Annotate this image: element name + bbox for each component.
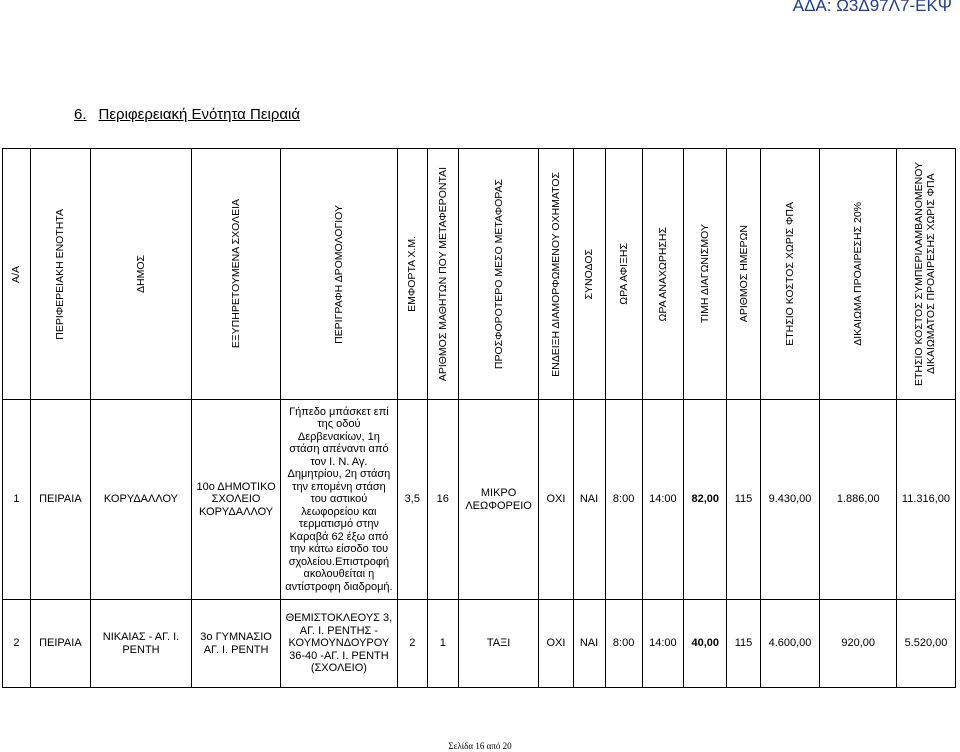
cell-total: 11.316,00	[896, 400, 955, 600]
header-cell: ΕΤΗΣΙΟ ΚΟΣΤΟΣ ΧΩΡΙΣ ΦΠΑ	[760, 149, 820, 400]
cell-departure: 14:00	[642, 400, 683, 600]
cell-aa: 1	[3, 400, 31, 600]
cell-option: 1.886,00	[820, 400, 896, 600]
page-footer: Σελίδα 16 από 20	[448, 741, 512, 751]
header-cell: ΔΙΚΑΙΩΜΑ ΠΡΟΑΙΡΕΣΗΣ 20%	[820, 149, 896, 400]
section-title	[74, 106, 300, 123]
cell-municipality: ΝΙΚΑΙΑΣ - ΑΓ. Ι. ΡΕΝΤΗ	[90, 600, 191, 688]
section-number: 6.	[74, 106, 87, 123]
header-cell: ΠΡΟΣΦΟΡΟΤΕΡΟ ΜΕΣΟ ΜΕΤΑΦΟΡΑΣ	[458, 149, 539, 400]
cell-escort: ΝΑΙ	[573, 400, 605, 600]
section-title-text: Περιφερειακή Ενότητα Πειραιά	[98, 106, 301, 123]
header-cell: ΑΡΙΘΜΟΣ ΜΑΘΗΤΩΝ ΠΟΥ ΜΕΤΑΦΕΡΟΝΤΑΙ	[427, 149, 458, 400]
cell-annual-cost: 4.600,00	[760, 600, 820, 688]
header-cell: ΑΡΙΘΜΟΣ ΗΜΕΡΩΝ	[727, 149, 760, 400]
cell-escort: ΝΑΙ	[573, 600, 605, 688]
cell-vehicle: ΤΑΞΙ	[458, 600, 539, 688]
header-cell: ΤΙΜΗ ΔΙΑΓΩΝΙΣΜΟΥ	[684, 149, 727, 400]
cell-students: 1	[427, 600, 458, 688]
cell-annual-cost: 9.430,00	[760, 400, 820, 600]
header-cell: ΠΕΡΙΓΡΑΦΗ ΔΡΟΜΟΛΟΓΙΟΥ	[281, 149, 398, 400]
cell-unit: ΠΕΙΡΑΙΑ	[30, 600, 90, 688]
cell-municipality: ΚΟΡΥΔΑΛΛΟΥ	[90, 400, 191, 600]
cell-modified: ΟΧΙ	[539, 600, 573, 688]
header-cell: ΕΤΗΣΙΟ ΚΟΣΤΟΣ ΣΥΜΠΕΡΙΛΑΜΒΑΝΟΜΕΝΟΥ ΔΙΚΑΙΩΜΑΤΟΣ ΠΡΟΑΙΡΕΣΗΣ ΧΩΡΙΣ ΦΠΑ	[896, 149, 955, 400]
cell-option: 920,00	[820, 600, 896, 688]
table-row	[3, 600, 956, 688]
cell-school: 3ο ΓΥΜΝΑΣΙΟ ΑΓ. Ι. ΡΕΝΤΗ	[192, 600, 281, 688]
cell-departure: 14:00	[642, 600, 683, 688]
ada-header: ΑΔΑ: Ω3Δ97Λ7-ΕΚΨ	[792, 0, 952, 15]
cell-km: 3,5	[397, 400, 427, 600]
table-row	[3, 400, 956, 600]
cell-arrival: 8:00	[605, 400, 642, 600]
cell-vehicle: ΜΙΚΡΟ ΛΕΩΦΟΡΕΙΟ	[458, 400, 539, 600]
routes-table	[2, 148, 956, 688]
header-cell: ΕΜΦΟΡΤΑ Χ.Μ.	[397, 149, 427, 400]
header-cell: ΕΞΥΠΗΡΕΤΟΥΜΕΝΑ ΣΧΟΛΕΙΑ	[192, 149, 281, 400]
header-cell: Α/Α	[3, 149, 31, 400]
header-cell: ΕΝΔΕΙΞΗ ΔΙΑΜΟΡΦΩΜΕΝΟΥ ΟΧΗΜΑΤΟΣ	[539, 149, 573, 400]
cell-school: 10ο ΔΗΜΟΤΙΚΟ ΣΧΟΛΕΙΟ ΚΟΡΥΔΑΛΛΟΥ	[192, 400, 281, 600]
cell-unit: ΠΕΙΡΑΙΑ	[30, 400, 90, 600]
cell-route: Γήπεδο μπάσκετ επί της οδού Δερβενακίων, 1η στάση απέναντι από τον Ι. Ν. Αγ. Δημητρίου, 2η στάση την επομένη στάση του αστικού λεωφορείου και τερματισμό στην Καραβά 62 έξω από την κάτω είσοδο του σχολείου.Επιστροφή ακολουθείται η αντίστροφη διαδρομή.	[281, 400, 398, 600]
cell-days: 115	[727, 400, 760, 600]
cell-price: 82,00	[684, 400, 727, 600]
cell-students: 16	[427, 400, 458, 600]
header-cell: ΩΡΑ ΑΦΙΞΗΣ	[605, 149, 642, 400]
cell-route: ΘΕΜΙΣΤΟΚΛΕΟΥΣ 3, ΑΓ. Ι. ΡΕΝΤΗΣ - ΚΟΥΜΟΥΝΔΟΥΡΟΥ 36-40 -ΑΓ. Ι. ΡΕΝΤΗ (ΣΧΟΛΕΙΟ)	[281, 600, 398, 688]
header-cell: ΠΕΡΙΦΕΡΕΙΑΚΗ ΕΝΟΤΗΤΑ	[30, 149, 90, 400]
cell-km: 2	[397, 600, 427, 688]
header-cell: ΔΗΜΟΣ	[90, 149, 191, 400]
cell-aa: 2	[3, 600, 31, 688]
header-cell: ΣΥΝΟΔΟΣ	[573, 149, 605, 400]
cell-modified: ΟΧΙ	[539, 400, 573, 600]
cell-days: 115	[727, 600, 760, 688]
cell-total: 5.520,00	[896, 600, 955, 688]
cell-price: 40,00	[684, 600, 727, 688]
header-cell: ΩΡΑ ΑΝΑΧΩΡΗΣΗΣ	[642, 149, 683, 400]
header-row	[3, 149, 956, 400]
cell-arrival: 8:00	[605, 600, 642, 688]
